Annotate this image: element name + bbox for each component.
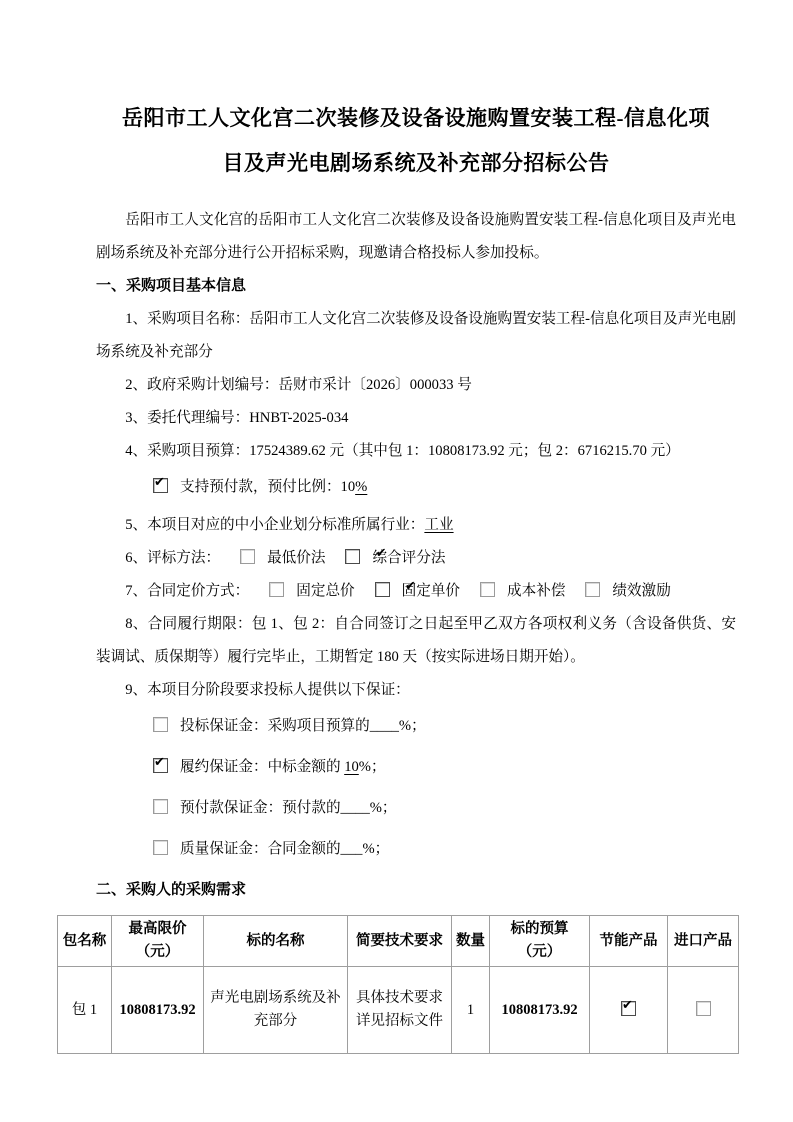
table-cell: 具体技术要求详见招标文件 xyxy=(348,967,452,1054)
checkbox-icon xyxy=(153,758,168,773)
checkbox-icon xyxy=(480,582,495,597)
blank-line: ___ xyxy=(340,841,363,857)
industry-prefix: 5、本项目对应的中小企业划分标准所属行业： xyxy=(125,517,425,533)
pricing-prefix: 7、合同定价方式： xyxy=(125,583,250,599)
option-label: 成本补偿 xyxy=(507,583,566,599)
guarantee-text xyxy=(180,718,426,734)
checkbox-icon xyxy=(153,478,168,493)
industry-value: 工业 xyxy=(424,517,454,533)
table-cell: 包 1 xyxy=(58,967,112,1054)
requirements-table xyxy=(57,915,739,1054)
item-budget: 4、采购项目预算：17524389.62 元（其中包 1：10808173.92 元；包 2：6716215.70 元） xyxy=(125,443,680,459)
blank-line: ____ xyxy=(340,800,370,816)
intro-paragraph: 岳阳市工人文化宫的岳阳市工人文化宫二次装修及设备设施购置安装工程-信息化项目及声光电剧场系统及补充部分进行公开招标采购，现邀请合格投标人参加投标。 xyxy=(96,212,736,261)
item-industry xyxy=(96,509,736,542)
section2-heading: 二、采购人的采购需求 xyxy=(96,882,247,898)
item-agency-number: 3、委托代理编号：HNBT-2025-034 xyxy=(125,410,349,426)
text-segment: 预付款保证金：预付款的 xyxy=(180,800,341,816)
option-label: 最低价法 xyxy=(267,550,326,566)
option-fixed-total-price xyxy=(269,583,354,599)
option-performance-incentive xyxy=(585,583,670,599)
text-segment: 投标保证金：采购项目预算的 xyxy=(180,718,370,734)
checkbox-icon xyxy=(240,549,255,564)
option-label: 绩效激励 xyxy=(612,583,671,599)
evaluation-prefix: 6、评标方法： xyxy=(125,550,221,566)
table-header-cell: 标的预算（元） xyxy=(490,916,590,967)
item-evaluation-method xyxy=(96,542,736,575)
table-header-cell: 最高限价（元） xyxy=(112,916,204,967)
option-lowest-price xyxy=(240,550,325,566)
checkbox-icon xyxy=(269,582,284,597)
prepay-text: 支持预付款，预付比例：10 xyxy=(180,479,356,495)
table-header-cell: 进口产品 xyxy=(668,916,739,967)
table-header-cell: 包名称 xyxy=(58,916,112,967)
table-cell: 10808173.92 xyxy=(112,967,204,1054)
document-title: 岳阳市工人文化宫二次装修及设备设施购置安装工程-信息化项目及声光电剧场系统及补充部分招标公告 xyxy=(122,106,710,175)
guarantee-quality-bond xyxy=(96,833,736,866)
guarantee-text xyxy=(180,841,389,857)
text-segment: %； xyxy=(358,759,386,775)
item-project-name: 1、采购项目名称：岳阳市工人文化宫二次装修及设备设施购置安装工程-信息化项目及声光电剧场系统及补充部分 xyxy=(96,311,736,360)
checkbox-icon xyxy=(585,582,600,597)
option-cost-compensation xyxy=(480,583,565,599)
section1-heading: 一、采购项目基本信息 xyxy=(96,278,247,294)
table-header-cell: 标的名称 xyxy=(204,916,348,967)
checkbox-icon xyxy=(696,1001,711,1016)
option-comprehensive-scoring xyxy=(345,550,445,566)
item-guarantees-intro: 9、本项目分阶段要求投标人提供以下保证： xyxy=(125,682,410,698)
item-pricing-method xyxy=(96,575,736,608)
table-cell: 1 xyxy=(452,967,490,1054)
guarantee-performance-bond xyxy=(96,751,736,784)
option-label: 综合评分法 xyxy=(372,550,446,566)
option-label: 固定总价 xyxy=(296,583,355,599)
text-segment: 质量保证金：合同金额的 xyxy=(180,841,341,857)
option-fixed-unit-price xyxy=(375,583,460,599)
checkbox-icon xyxy=(375,582,390,597)
table-header-cell: 节能产品 xyxy=(590,916,668,967)
checkbox-icon xyxy=(153,840,168,855)
checkbox-icon xyxy=(153,799,168,814)
blank-line: ____ xyxy=(369,718,399,734)
checkbox-icon xyxy=(621,1001,636,1016)
table-checkbox-cell xyxy=(590,967,668,1054)
guarantee-text xyxy=(180,759,386,775)
text-segment: %； xyxy=(369,800,397,816)
item-contract-period: 8、合同履行期限：包 1、包 2：自合同签订之日起至甲乙双方各项权利义务（含设备供货、安装调试、质保期等）履行完毕止，工期暂定 180 天（按实际进场日期开始）。 xyxy=(96,616,736,665)
table-header-cell: 数量 xyxy=(452,916,490,967)
text-segment: %； xyxy=(398,718,426,734)
table-checkbox-cell xyxy=(668,967,739,1054)
option-label: 固定单价 xyxy=(401,583,461,599)
prepay-option-line xyxy=(96,471,736,504)
prepay-underlined-value: % xyxy=(355,479,368,495)
requirements-table-head-row xyxy=(58,916,739,967)
checkbox-icon xyxy=(153,717,168,732)
guarantee-text xyxy=(180,800,397,816)
table-cell: 声光电剧场系统及补充部分 xyxy=(204,967,348,1054)
requirements-table-body xyxy=(58,967,739,1054)
guarantee-bid-bond xyxy=(96,710,736,743)
guarantee-prepayment-bond xyxy=(96,792,736,825)
table-cell: 10808173.92 xyxy=(490,967,590,1054)
checkbox-icon xyxy=(345,549,360,564)
text-segment: 履约保证金：中标金额的 xyxy=(180,759,345,775)
underlined-value: 10 xyxy=(344,759,359,775)
item-plan-number: 2、政府采购计划编号：岳财市采计〔2026〕000033 号 xyxy=(125,377,472,393)
table-row xyxy=(58,967,739,1054)
table-header-cell: 简要技术要求 xyxy=(348,916,452,967)
text-segment: %； xyxy=(362,841,390,857)
